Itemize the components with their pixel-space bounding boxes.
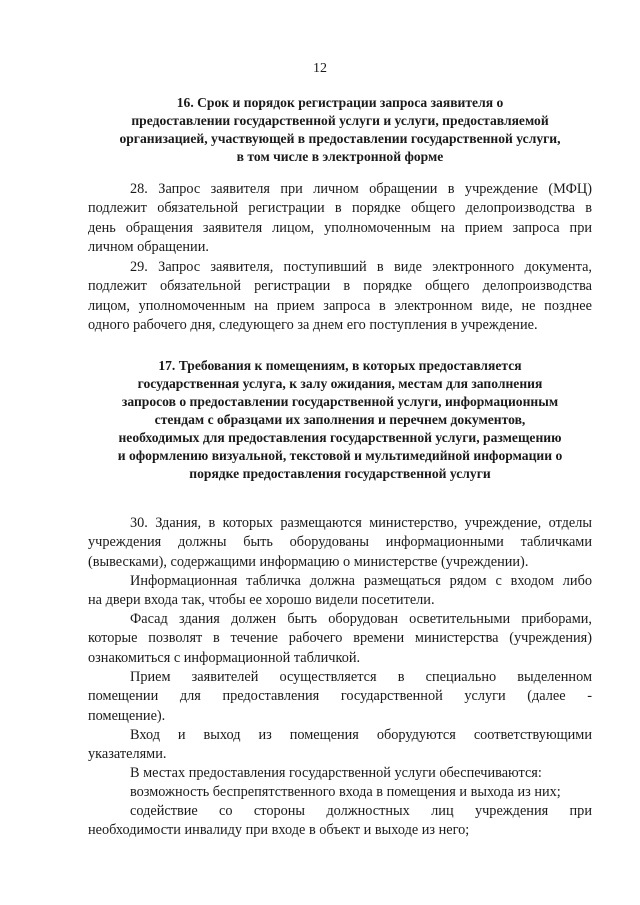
heading-line: стендам с образцами их заполнения и перечнем документов, (154, 412, 526, 427)
paragraph-entrance (88, 726, 592, 765)
paragraph-30 (88, 514, 592, 572)
paragraph-facade (88, 610, 592, 668)
text-line: подлежит обязательной регистрации в порядке общего делопроизводства в (88, 200, 592, 217)
text-line: ознакомиться с информационной табличкой. (88, 649, 361, 666)
text-line: Фасад здания должен быть оборудован осветительными приборами, (130, 611, 592, 627)
paragraph-places (88, 764, 592, 783)
text-line: помещении для предоставления государственной услуги (далее - (88, 688, 592, 705)
heading-line: организацией, участвующей в предоставлении государственной услуги, (119, 131, 561, 146)
heading-line: предоставлении государственной услуги и услуги, предоставляемой (131, 113, 549, 128)
heading-line: 16. Срок и порядок регистрации запроса заявителя о (176, 95, 504, 110)
section-16-heading (88, 94, 592, 166)
text-line: Вход и выход из помещения оборудуются соответствующими (130, 727, 592, 743)
text-line: помещение). (88, 707, 166, 724)
text-line: Прием заявителей осуществляется в специально выделенном (130, 669, 592, 685)
text-line: 28. Запрос заявителя при личном обращении в учреждение (МФЦ) (130, 181, 592, 197)
text-line: 29. Запрос заявителя, поступивший в виде электронного документа, (130, 259, 592, 275)
page-number: 12 (313, 61, 327, 76)
text-line: подлежит обязательной регистрации в порядке общего делопроизводства (88, 278, 592, 295)
text-line: 30. Здания, в которых размещаются министерство, учреждение, отделы (130, 515, 592, 531)
paragraph-29 (88, 258, 592, 336)
heading-line: государственная услуга, к залу ожидания, местам для заполнения (137, 376, 543, 391)
section-17-heading (88, 357, 592, 483)
text-line: (вывесками), содержащими информацию о министерстве (учреждении). (88, 553, 529, 570)
text-line: день обращения заявителя лицом, уполномоченным на прием запроса при (88, 219, 592, 236)
text-line: на двери входа так, чтобы ее хорошо видели посетители. (88, 592, 435, 609)
text-line: содействие со стороны должностных лиц учреждения при (130, 803, 592, 819)
text-line: одного рабочего дня, следующего за днем его поступления в учреждение. (88, 317, 538, 334)
text-line: которые позволят в течение рабочего времени министерства (учреждения) (88, 630, 592, 647)
heading-line: и оформлению визуальной, текстовой и мультимедийной информации о (117, 448, 563, 463)
paragraph-28 (88, 180, 592, 258)
heading-line: 17. Требования к помещениям, в которых предоставляется (158, 358, 522, 373)
text-line: лицом, уполномоченным на прием запроса в электронном виде, не позднее (88, 297, 592, 314)
text-line: необходимости инвалиду при входе в объект и выходе из него; (88, 822, 470, 839)
text-line: личном обращении. (88, 239, 209, 256)
text-line: Информационная табличка должна размещаться рядом с входом либо (130, 573, 592, 589)
paragraph-assistance (88, 802, 592, 841)
paragraph-access (88, 783, 592, 802)
heading-line: запросов о предоставлении государственной услуги, информационным (121, 394, 559, 409)
heading-line: необходимых для предоставления государственной услуги, размещению (118, 430, 562, 445)
text-line: В местах предоставления государственной услуги обеспечиваются: (130, 765, 542, 781)
text-line: учреждения должны быть оборудованы информационными табличками (88, 534, 592, 551)
heading-line: порядке предоставления государственной услуги (189, 466, 491, 481)
heading-line: в том числе в электронной форме (236, 149, 444, 164)
paragraph-info-sign (88, 572, 592, 611)
text-line: возможность беспрепятственного входа в помещения и выхода из них; (130, 784, 561, 800)
text-line: указателями. (88, 746, 167, 763)
paragraph-reception (88, 668, 592, 726)
